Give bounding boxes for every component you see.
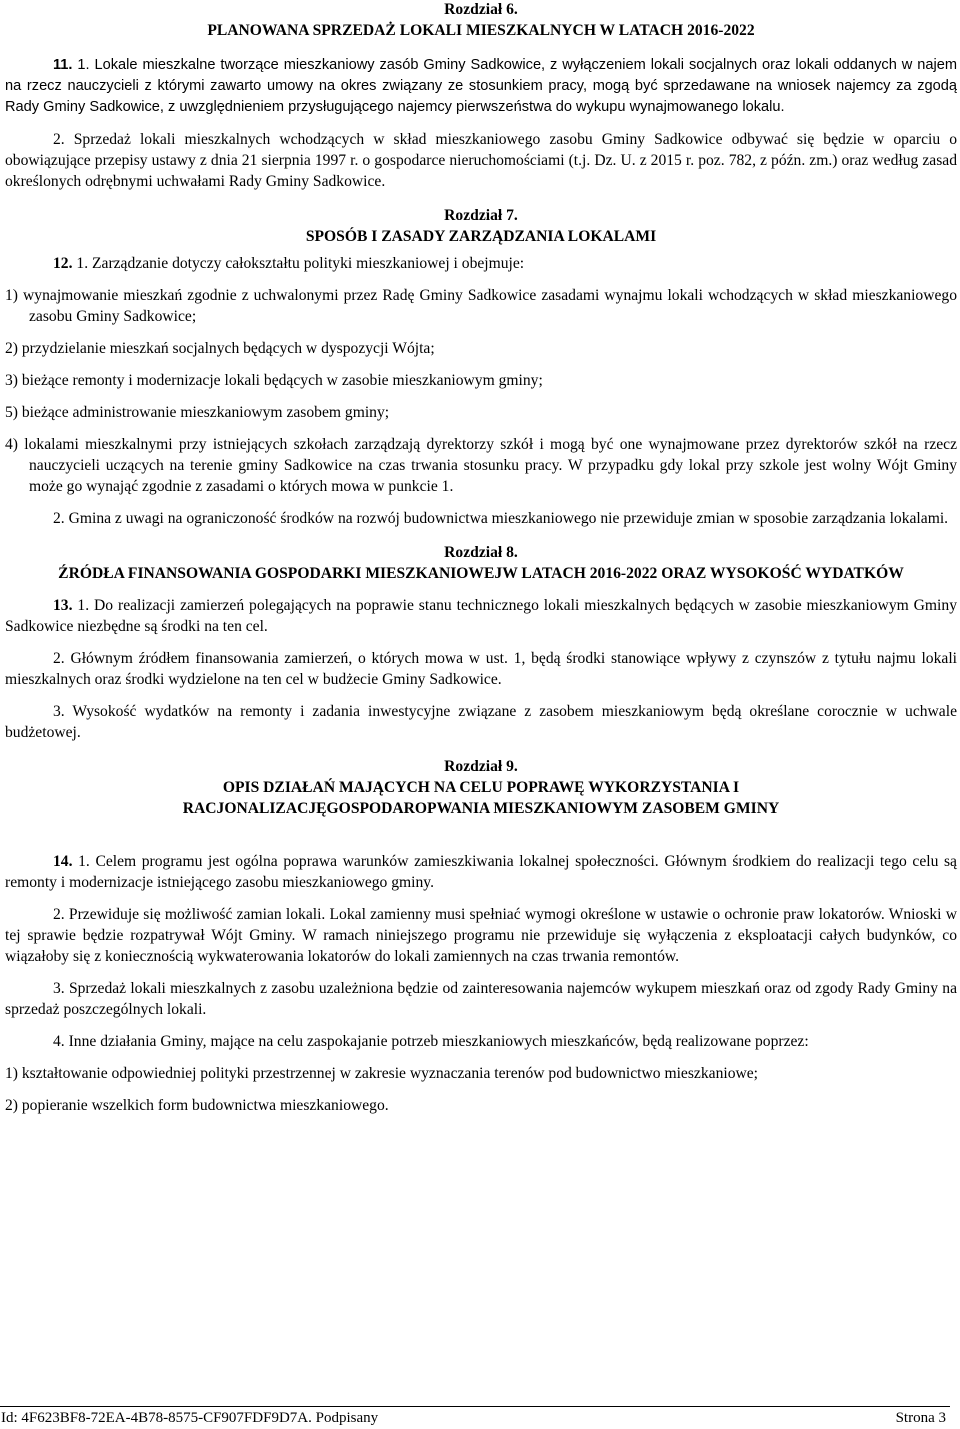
- paragraph-13-item-2: 2. Głównym źródłem finansowania zamierzeń, o których mowa w ust. 1, będą środki stanowiące wpływy z czynszów z tytułu najmu lokali mieszkalnych oraz środki wydzielone na ten cel w budżecie Gminy Sadkowice.: [5, 650, 957, 688]
- chapter-9-title: OPIS DZIAŁAŃ MAJĄCYCH NA CELU POPRAWĘ WYKORZYSTANIA I RACJONALIZACJĘGOSPODAROPWANIA MIESZKANIOWYM ZASOBEM GMINY: [182, 779, 780, 817]
- paragraph-14-item-4: 4. Inne działania Gminy, mające na celu zaspokajanie potrzeb mieszkaniowych mieszkańców, będą realizowane poprzez:: [53, 1033, 809, 1050]
- paragraph-14: [5, 851, 957, 893]
- paragraph-11-item-2: 2. Sprzedaż lokali mieszkalnych wchodzących w skład mieszkaniowego zasobu Gminy Sadkowice odbywać się będzie w oparciu o obowiązujące przepisy ustawy z dnia 21 sierpnia 1997 r. o gospodarce nieruchomościami (t.j. Dz. U. z 2015 r. poz. 782, z późn. zm.) oraz według zasad określonych odrębnymi uchwałami Rady Gminy Sadkowice.: [5, 131, 957, 190]
- paragraph-11-number: 11.: [53, 57, 73, 73]
- paragraph-12-list-2: 2) przydzielanie mieszkań socjalnych będących w dyspozycji Wójta;: [5, 340, 435, 357]
- paragraph-11-text: 1. Lokale mieszkalne tworzące mieszkaniowy zasób Gminy Sadkowice, z wyłączeniem lokali socjalnych oraz lokali oddanych w najem na rzecz nauczycieli z którymi zawarto umowy na okres związany ze stosunkiem pracy, mogą być sprzedawane na wniosek najemcy za zgodą Rady Gminy Sadkowice, z uwzględnieniem przysługującego najemcy pierwszeństwa do wykupu wynajmowanego lokalu.: [5, 57, 957, 115]
- paragraph-11: [5, 55, 957, 118]
- chapter-6-title: PLANOWANA SPRZEDAŻ LOKALI MIESZKALNYCH W LATACH 2016-2022: [207, 22, 755, 39]
- chapter-9-number: Rozdział 9.: [444, 758, 518, 775]
- paragraph-12: [5, 253, 957, 274]
- paragraph-14-number: 14.: [53, 853, 73, 870]
- paragraph-13-item-3: 3. Wysokość wydatków na remonty i zadania inwestycyjne związane z zasobem mieszkaniowym będą określane corocznie w uchwale budżetowej.: [5, 703, 957, 741]
- footer-divider: [0, 1406, 950, 1407]
- paragraph-12-list-4: 4) lokalami mieszkalnymi przy istniejących szkołach zarządzają dyrektorzy szkół i mogą być one wynajmowane przez dyrektorów szkół na rzecz nauczycieli uczących na terenie gminy Sadkowice na czas trwania stosunku pracy. W przypadku gdy lokal przy szkole jest wolny Wójt Gminy może go wynająć zgodnie z zasadami o których mowa w punkcie 1.: [5, 436, 957, 495]
- chapter-8-title: ŹRÓDŁA FINANSOWANIA GOSPODARKI MIESZKANIOWEJW LATACH 2016-2022 ORAZ WYSOKOŚĆ WYDATKÓW: [58, 565, 904, 582]
- page-footer: [0, 1396, 960, 1428]
- paragraph-14-item-3: 3. Sprzedaż lokali mieszkalnych z zasobu uzależniona będzie od zainteresowania najemców wykupem mieszkań oraz od zgody Rady Gminy na sprzedaż poszczególnych lokali.: [5, 980, 957, 1018]
- page-number: Strona 3: [895, 1410, 946, 1426]
- paragraph-12-list-3: 3) bieżące remonty i modernizacje lokali będących w zasobie mieszkaniowym gminy;: [5, 372, 543, 389]
- paragraph-13-text: 1. Do realizacji zamierzeń polegających na poprawie stanu technicznego lokali mieszkalnych będących w zasobie mieszkaniowym Gminy Sadkowice niezbędne są środki na ten cel.: [5, 597, 957, 635]
- paragraph-12-list-5: 5) bieżące administrowanie mieszkaniowym zasobem gminy;: [5, 404, 390, 421]
- paragraph-12-list-1: 1) wynajmowanie mieszkań zgodnie z uchwalonymi przez Radę Gminy Sadkowice zasadami wynajmu lokali wchodzących w skład mieszkaniowego zasobu Gminy Sadkowice;: [5, 287, 957, 325]
- chapter-7-number: Rozdział 7.: [444, 207, 518, 224]
- document-page: [5, 0, 957, 1127]
- paragraph-13-number: 13.: [53, 597, 73, 614]
- paragraph-14-text: 1. Celem programu jest ogólna poprawa warunków zamieszkiwania lokalnej społeczności. Głównym środkiem do realizacji tego celu są remonty i modernizacje istniejącego zasobu mieszkaniowego gminy.: [5, 853, 957, 891]
- paragraph-12-number: 12.: [53, 255, 73, 272]
- paragraph-14-list-1: 1) kształtowanie odpowiedniej polityki przestrzennej w zakresie wyznaczania terenów pod budownictwo mieszkaniowe;: [5, 1065, 759, 1082]
- document-id: Id: 4F623BF8-72EA-4B78-8575-CF907FDF9D7A. Podpisany: [1, 1410, 379, 1426]
- chapter-6-number: Rozdział 6.: [444, 1, 518, 18]
- paragraph-13: [5, 595, 957, 637]
- paragraph-14-item-2: 2. Przewiduje się możliwość zamian lokali. Lokal zamienny musi spełniać wymogi określone w ustawie o ochronie praw lokatorów. Wnioski w tej sprawie będzie rozpatrywał Wójt Gminy. W ramach niniejszego programu nie przewiduje się wyłączenia z eksploatacji całych budynków, co wiązałoby się z koniecznością wykwaterowania lokatorów do lokali zamiennych na czas trwania remontów.: [5, 906, 957, 965]
- chapter-7-title: SPOSÓB I ZASADY ZARZĄDZANIA LOKALAMI: [305, 228, 657, 245]
- paragraph-12-item-2: 2. Gmina z uwagi na ograniczoność środków na rozwój budownictwa mieszkaniowego nie przewiduje zmian w sposobie zarządzania lokalami.: [53, 510, 949, 527]
- paragraph-12-text: 1. Zarządzanie dotyczy całokształtu polityki mieszkaniowej i obejmuje:: [76, 255, 525, 272]
- chapter-8-number: Rozdział 8.: [444, 544, 518, 561]
- paragraph-14-list-2: 2) popieranie wszelkich form budownictwa mieszkaniowego.: [5, 1097, 389, 1114]
